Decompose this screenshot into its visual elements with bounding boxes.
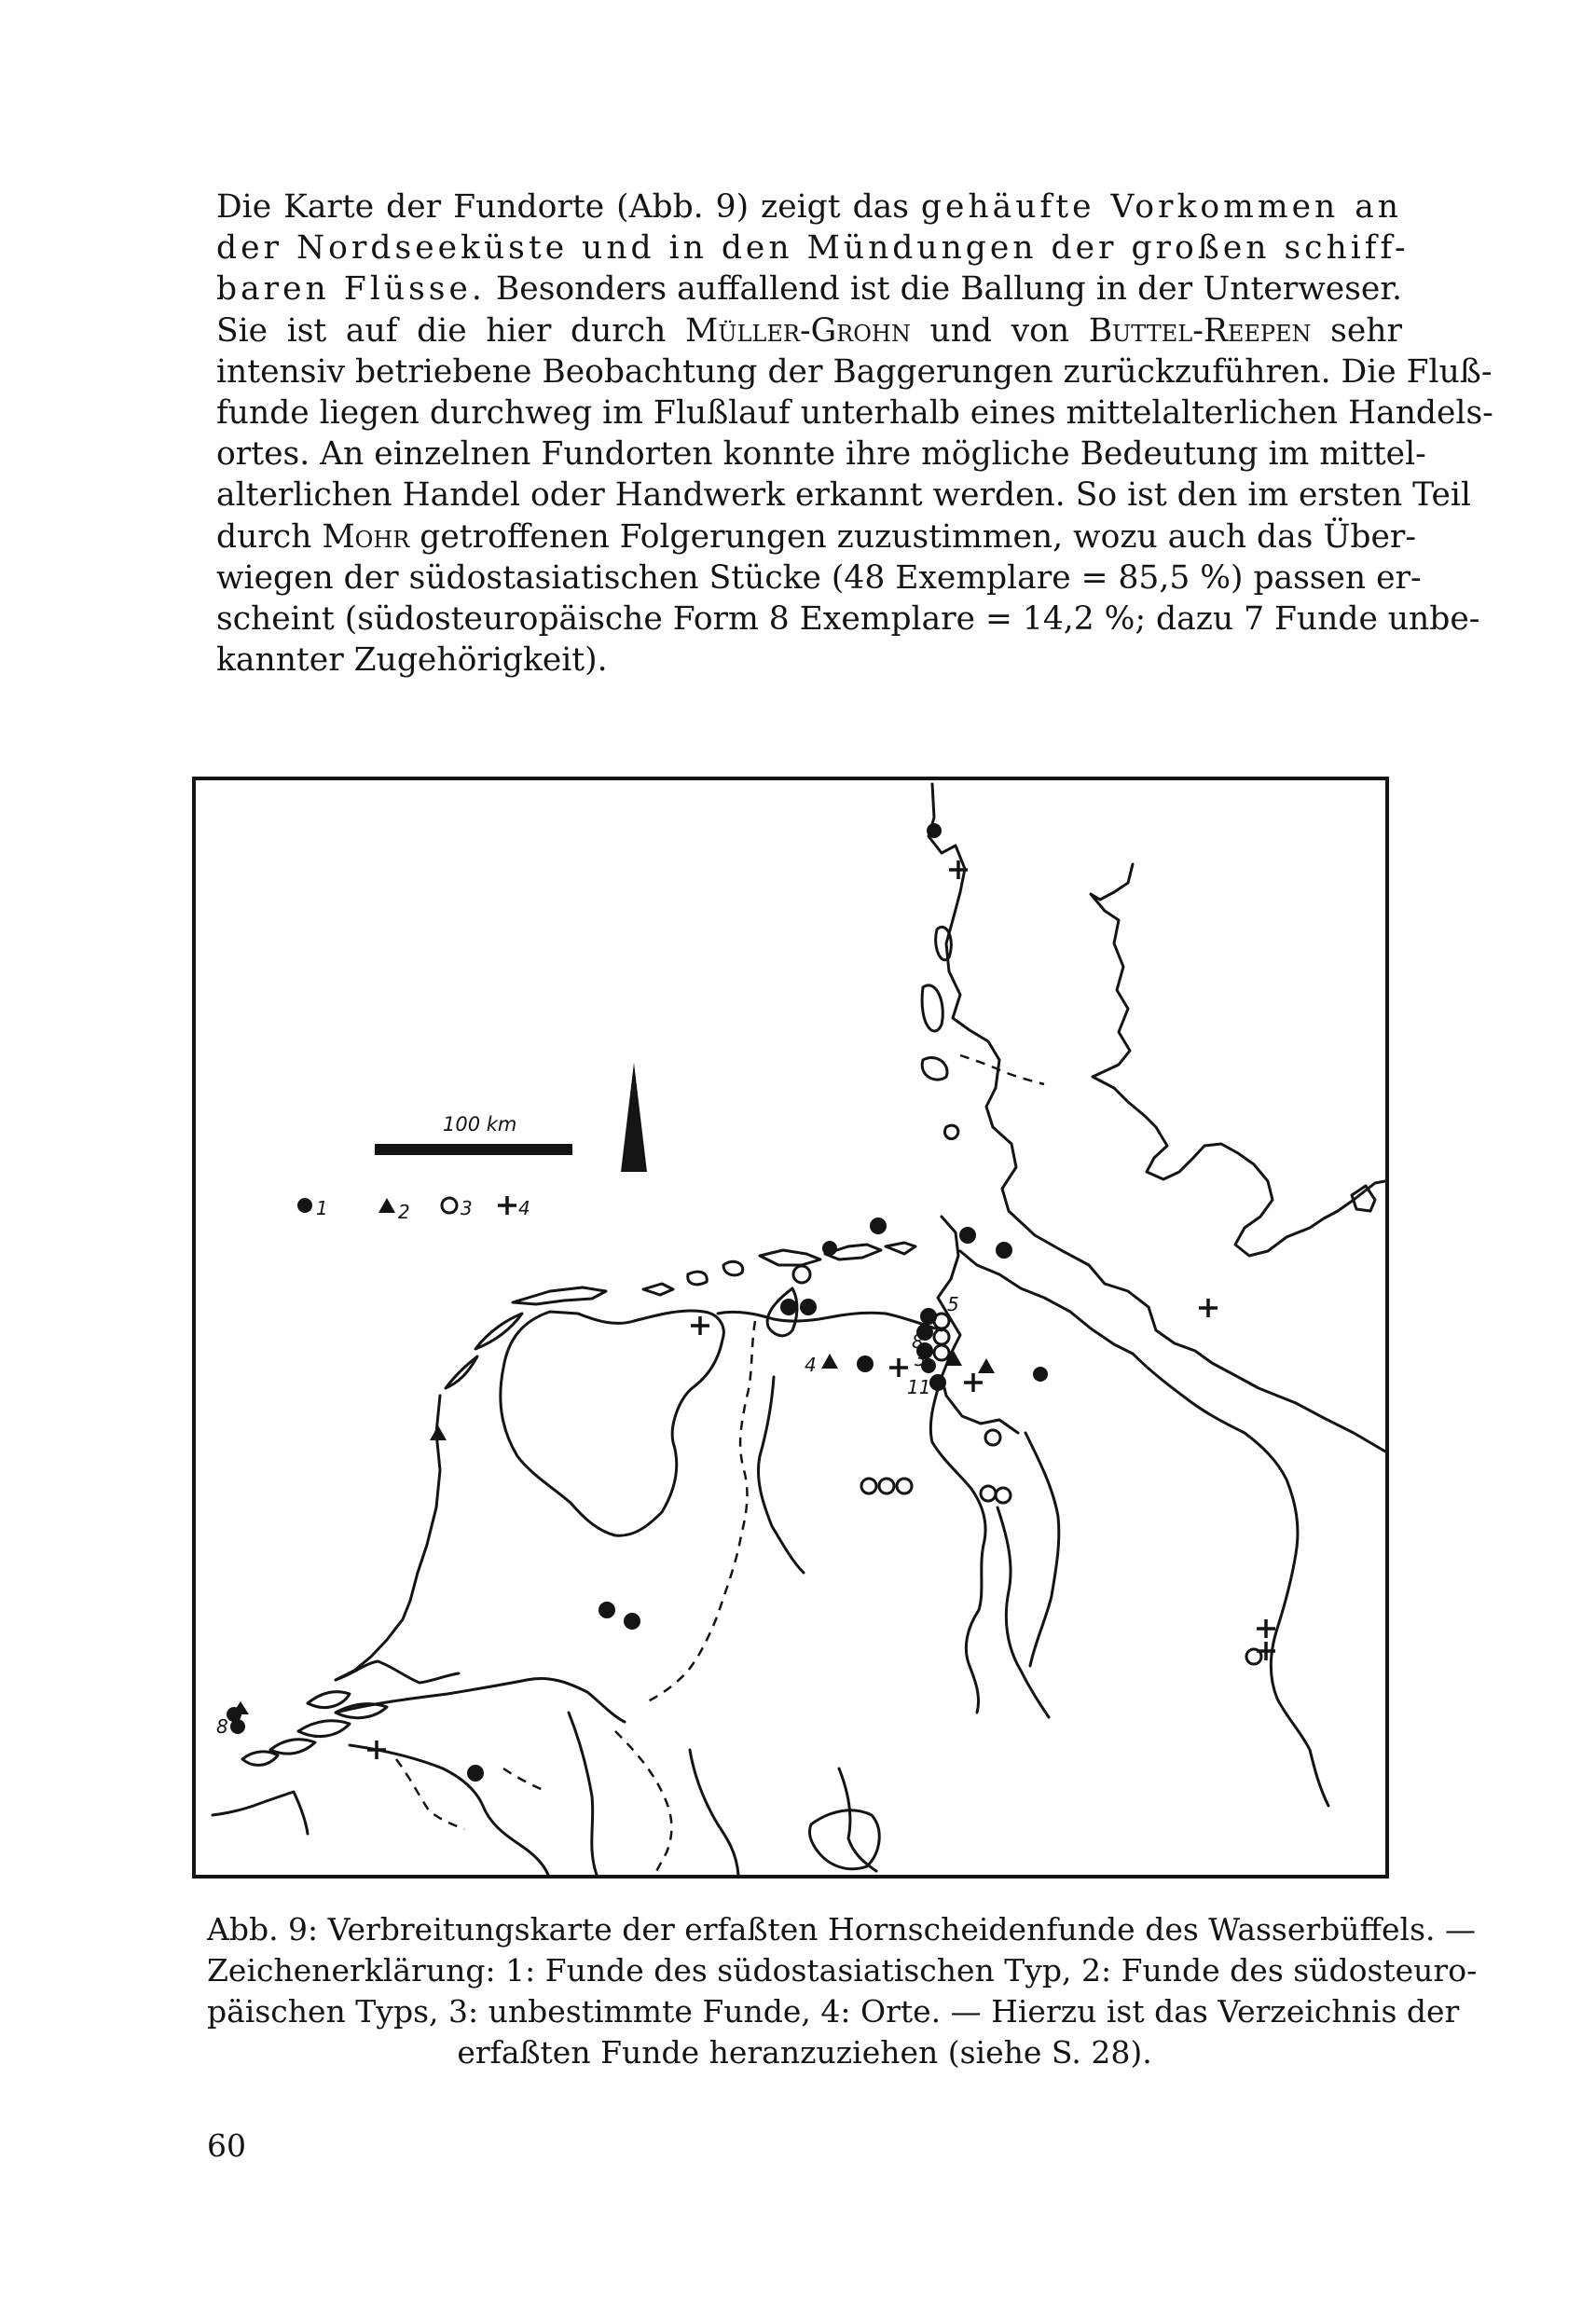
scale-label: 100 km	[443, 1113, 517, 1135]
find-count: 3	[915, 1348, 927, 1370]
body-line-8: alterlichen Handel oder Handwerk erkannt werden. So ist den im ersten Teil	[216, 476, 1471, 515]
find-marker	[996, 1242, 1012, 1259]
find-marker	[934, 1314, 949, 1328]
body-line-4: Sie ist auf die hier durch Müller-Grohn und von Buttel-Reepen sehr	[216, 311, 1402, 350]
find-marker	[230, 1719, 245, 1734]
island	[922, 1058, 947, 1080]
west-frisian-islands	[475, 1314, 522, 1349]
legend-label: 1	[316, 1197, 328, 1219]
body-line-6: funde liegen durchweg im Flußlauf unterhalb eines mittelalterlichen Handels-	[216, 394, 1493, 433]
ems-river	[758, 1377, 804, 1573]
west-frisian-islands	[446, 1356, 477, 1388]
body-paragraph	[216, 186, 1493, 681]
find-marker	[430, 1425, 447, 1440]
find-count: 5	[947, 1293, 959, 1315]
figure-caption	[207, 1909, 1478, 2073]
west-frisian-islands	[513, 1287, 606, 1304]
legend-label: 3	[461, 1197, 473, 1219]
find-marker	[978, 1358, 995, 1373]
elbe-estuary	[960, 1251, 1133, 1354]
distribution-map	[192, 777, 1389, 1878]
spaced-emphasis: Nordseeküste und in den Mündungen der großen schiff-	[296, 229, 1410, 268]
frisian-island	[688, 1272, 708, 1285]
river-leine	[998, 1507, 1049, 1717]
body-line-3: baren Flüsse. Besonders auffallend ist die Ballung in der Unterweser.	[216, 270, 1403, 309]
delta-island	[270, 1740, 315, 1754]
find-count: 8	[912, 1330, 924, 1353]
frisian-island	[643, 1284, 673, 1295]
body-line-7: ortes. An einzelnen Fundorten konnte ihre mögliche Bedeutung im mittel-	[216, 435, 1426, 474]
find-marker	[959, 1227, 976, 1244]
maas-river	[350, 1745, 548, 1875]
find-marker	[467, 1765, 484, 1782]
author-name: Mohr	[322, 517, 410, 556]
find-marker	[624, 1613, 640, 1630]
body-line-11: scheint (südosteuropäische Form 8 Exemplare = 14,2 %; dazu 7 Funde unbe-	[216, 600, 1480, 639]
island	[922, 985, 942, 1031]
map-drawing	[196, 780, 1385, 1875]
national-border	[503, 1768, 545, 1791]
legend-filled-circle-icon	[297, 1198, 312, 1213]
body-line-10: wiegen der südostasiatischen Stücke (48 Exemplare = 85,5 %) passen er-	[216, 558, 1422, 597]
find-marker	[1033, 1367, 1048, 1382]
coastlines	[213, 784, 1385, 1875]
body-line-1: Die Karte der Fundorte (Abb. 9) zeigt das gehäufte Vorkommen an	[216, 188, 1402, 226]
borders	[396, 1055, 1044, 1875]
find-markers-triangles	[232, 1351, 995, 1714]
find-marker	[780, 1299, 797, 1315]
find-marker	[793, 1266, 810, 1283]
ijsselmeer	[501, 1311, 723, 1535]
find-marker	[985, 1430, 1000, 1445]
legend-label: 4	[518, 1197, 530, 1219]
place-marker	[889, 1358, 908, 1377]
delta-island	[242, 1752, 278, 1765]
legend-label: 2	[398, 1201, 410, 1223]
island	[944, 1125, 957, 1138]
find-count: 11	[907, 1376, 931, 1398]
author-name: Buttel-Reepen	[1088, 311, 1312, 350]
scheldt-coast	[213, 1792, 308, 1834]
frisian-mainland-coast	[718, 1312, 942, 1330]
find-count-labels	[216, 1293, 959, 1738]
body-line-12: kannter Zugehörigkeit).	[216, 641, 608, 680]
eastern-river	[839, 1768, 876, 1871]
frisian-island	[723, 1261, 743, 1275]
spaced-emphasis: gehäufte Vorkommen an	[920, 188, 1402, 226]
legend-cross-icon	[498, 1196, 516, 1215]
rhine-delta	[336, 1661, 459, 1683]
place-markers-crosses	[367, 860, 1275, 1759]
page-number: 60	[207, 2127, 246, 2164]
place-marker	[367, 1741, 386, 1759]
find-marker	[897, 1479, 912, 1493]
jutland-coast	[929, 784, 1385, 1452]
spaced-emphasis: Flüsse.	[343, 270, 486, 309]
find-marker	[822, 1241, 837, 1256]
find-marker	[934, 1345, 949, 1360]
find-marker	[927, 823, 942, 838]
delta-island	[298, 1721, 350, 1737]
find-marker	[800, 1299, 817, 1315]
caption-line: Abb. 9: Verbreitungskarte der erfaßten Hornscheidenfunde des Wasserbüffels. —	[207, 1911, 1476, 1947]
find-marker	[821, 1354, 838, 1369]
find-marker	[929, 1374, 946, 1391]
body-line-9: durch Mohr getroffenen Folgerungen zuzustimmen, wozu auch das Über-	[216, 517, 1417, 556]
place-marker	[964, 1373, 983, 1392]
rhine-south	[569, 1713, 597, 1875]
north-arrow-icon	[621, 1063, 647, 1172]
body-line-2: der Nordseeküste und in den Mündungen der großen schiff-	[216, 229, 1410, 268]
find-marker	[857, 1356, 874, 1372]
find-count: 4	[805, 1354, 817, 1376]
aller-river	[1025, 1433, 1059, 1666]
national-border	[396, 1759, 464, 1829]
find-marker	[879, 1479, 894, 1493]
place-marker	[1257, 1619, 1275, 1638]
author-name: Müller-Grohn	[684, 311, 911, 350]
frisian-island	[886, 1243, 915, 1254]
delta-island	[308, 1692, 350, 1708]
find-marker	[598, 1602, 615, 1618]
find-marker	[981, 1486, 996, 1501]
find-markers-open-circles	[793, 1266, 1261, 1664]
find-marker	[870, 1218, 887, 1234]
place-marker	[691, 1316, 709, 1335]
moselle-river	[690, 1750, 738, 1875]
national-border	[615, 1731, 671, 1875]
scale-bar	[375, 1144, 572, 1155]
body-line-5: intensiv betriebene Beobachtung der Baggerungen zurückzuführen. Die Fluß-	[216, 352, 1493, 391]
map-legend	[297, 1196, 530, 1223]
legend-open-circle-icon	[442, 1198, 457, 1213]
place-marker	[949, 860, 968, 879]
legend-filled-triangle-icon	[378, 1198, 395, 1213]
find-marker	[861, 1479, 876, 1493]
elbe-river	[1133, 1354, 1328, 1806]
dutch-coast	[336, 1396, 440, 1680]
find-count: 8	[216, 1715, 228, 1738]
find-markers-filled-circles	[227, 823, 1048, 1782]
caption-line: Zeichenerklärung: 1: Funde des südostasiatischen Typ, 2: Funde des südosteuro-	[207, 1952, 1478, 1989]
caption-line: päischen Typs, 3: unbestimmte Funde, 4: Orte. — Hierzu ist das Verzeichnis der	[207, 1993, 1460, 2030]
weser-river	[930, 1377, 985, 1713]
inland-lake	[809, 1810, 879, 1869]
place-marker	[1199, 1299, 1218, 1317]
frisian-island	[760, 1250, 820, 1265]
baltic-coast	[1091, 864, 1385, 1256]
national-border	[960, 1055, 1044, 1084]
find-marker	[996, 1488, 1011, 1503]
island	[936, 927, 952, 959]
caption-line: erfaßten Funde heranzuziehen (siehe S. 28).	[457, 2034, 1152, 2071]
rhine-river	[336, 1678, 625, 1722]
